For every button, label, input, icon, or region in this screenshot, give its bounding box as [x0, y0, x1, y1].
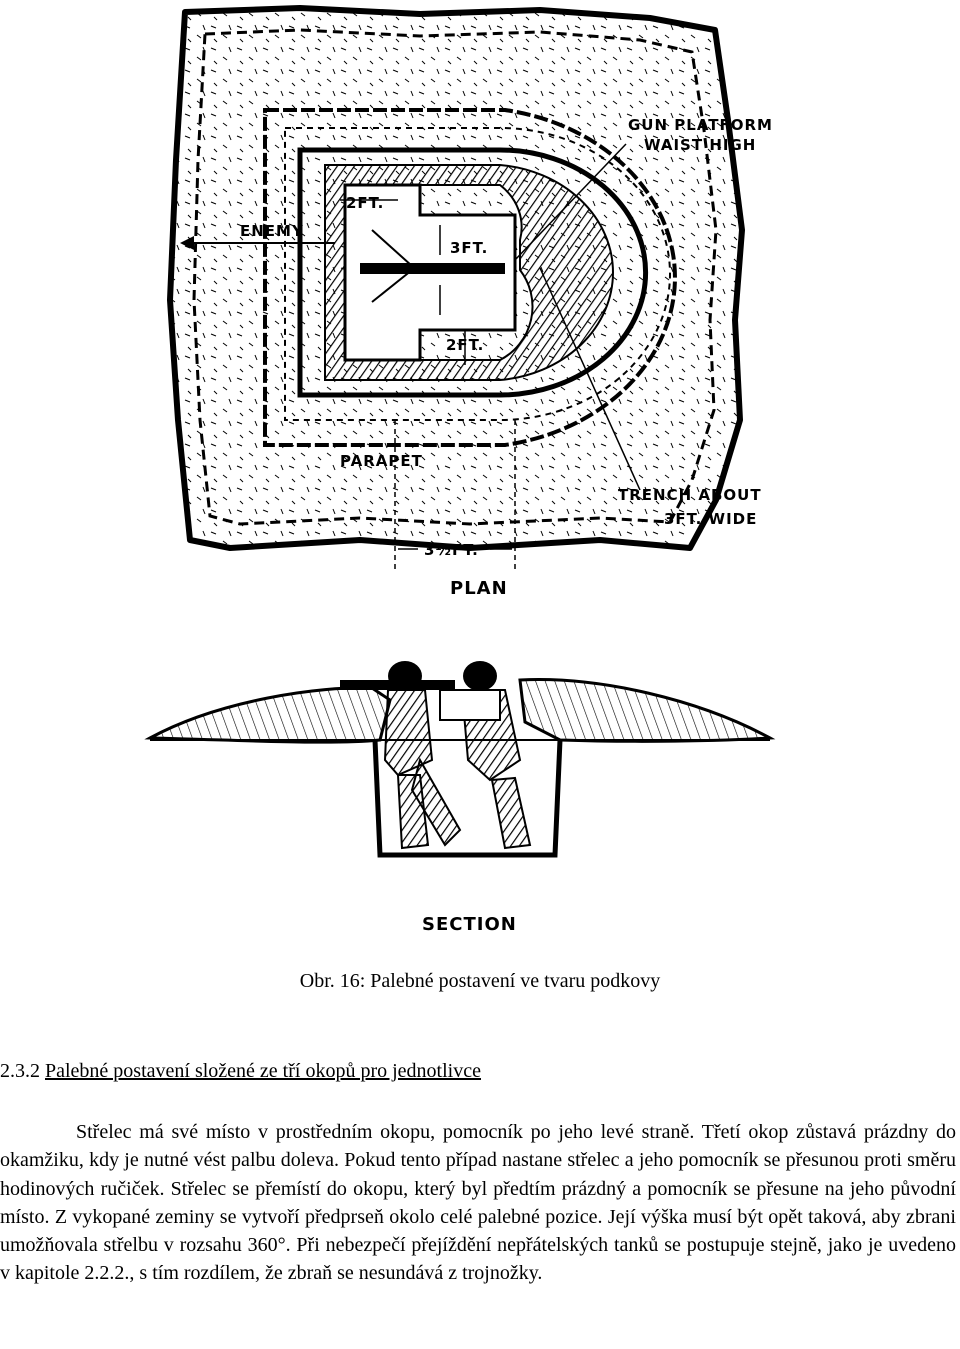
plan-view: [170, 8, 773, 599]
section-number: 2.3.2: [0, 1060, 40, 1082]
section-view: [150, 661, 770, 935]
label-plan: PLAN: [450, 578, 508, 599]
label-parapet: PARAPET: [340, 452, 423, 470]
label-two-ft-top: 2FT.: [346, 194, 385, 212]
figure-caption: Obr. 16: Palebné postavení ve tvaru podkovy: [299, 970, 661, 992]
label-section: SECTION: [422, 914, 517, 935]
section-gun: [340, 680, 455, 690]
label-trench-about: TRENCH ABOUT: [618, 486, 762, 504]
label-enemy: ENEMY: [240, 222, 304, 240]
label-three-ft: 3FT.: [450, 239, 489, 257]
right-parapet-mound: [520, 680, 770, 742]
left-parapet-mound: [150, 688, 390, 742]
body-paragraph: Střelec má své místo v prostředním okopu, pomocník po jeho levé straně. Třetí okop zůstavá prázdny do okamžiku, kdy je nutné vést palbu doleva. Pokud tento případ nastane střelec a jeho pomocník se přesunou proti směru hodinových ručiček. Střelec se přemístí do okopu, který byl předtím prázdný a pomocník se přesune na jeho původní místo. Z vykopané zeminy se vytvoří předprseň okolo celé palebné pozice. Její výška musí být opět taková, aby zbrani umožňovala střelbu v rozsahu 360°. Při nebezpečí přejíždění nepřátelských tanků se postupuje stejně, jako je uvedeno v kapitole 2.2.2., s tím rozdílem, že zbraň se nesundává z trojnožky.: [0, 1121, 956, 1285]
label-two-ft-bottom: 2FT.: [446, 336, 485, 354]
label-three-ft-wide: 3FT. WIDE: [664, 510, 758, 528]
label-waist-high: WAIST HIGH: [644, 136, 757, 154]
label-three-half-ft: 3½FT.: [424, 541, 479, 559]
label-gun-platform: GUN PLATFORM: [628, 116, 773, 134]
section-heading: [0, 1060, 481, 1083]
section-title: Palebné postavení složené ze tří okopů pro jednotlivce: [45, 1060, 481, 1082]
